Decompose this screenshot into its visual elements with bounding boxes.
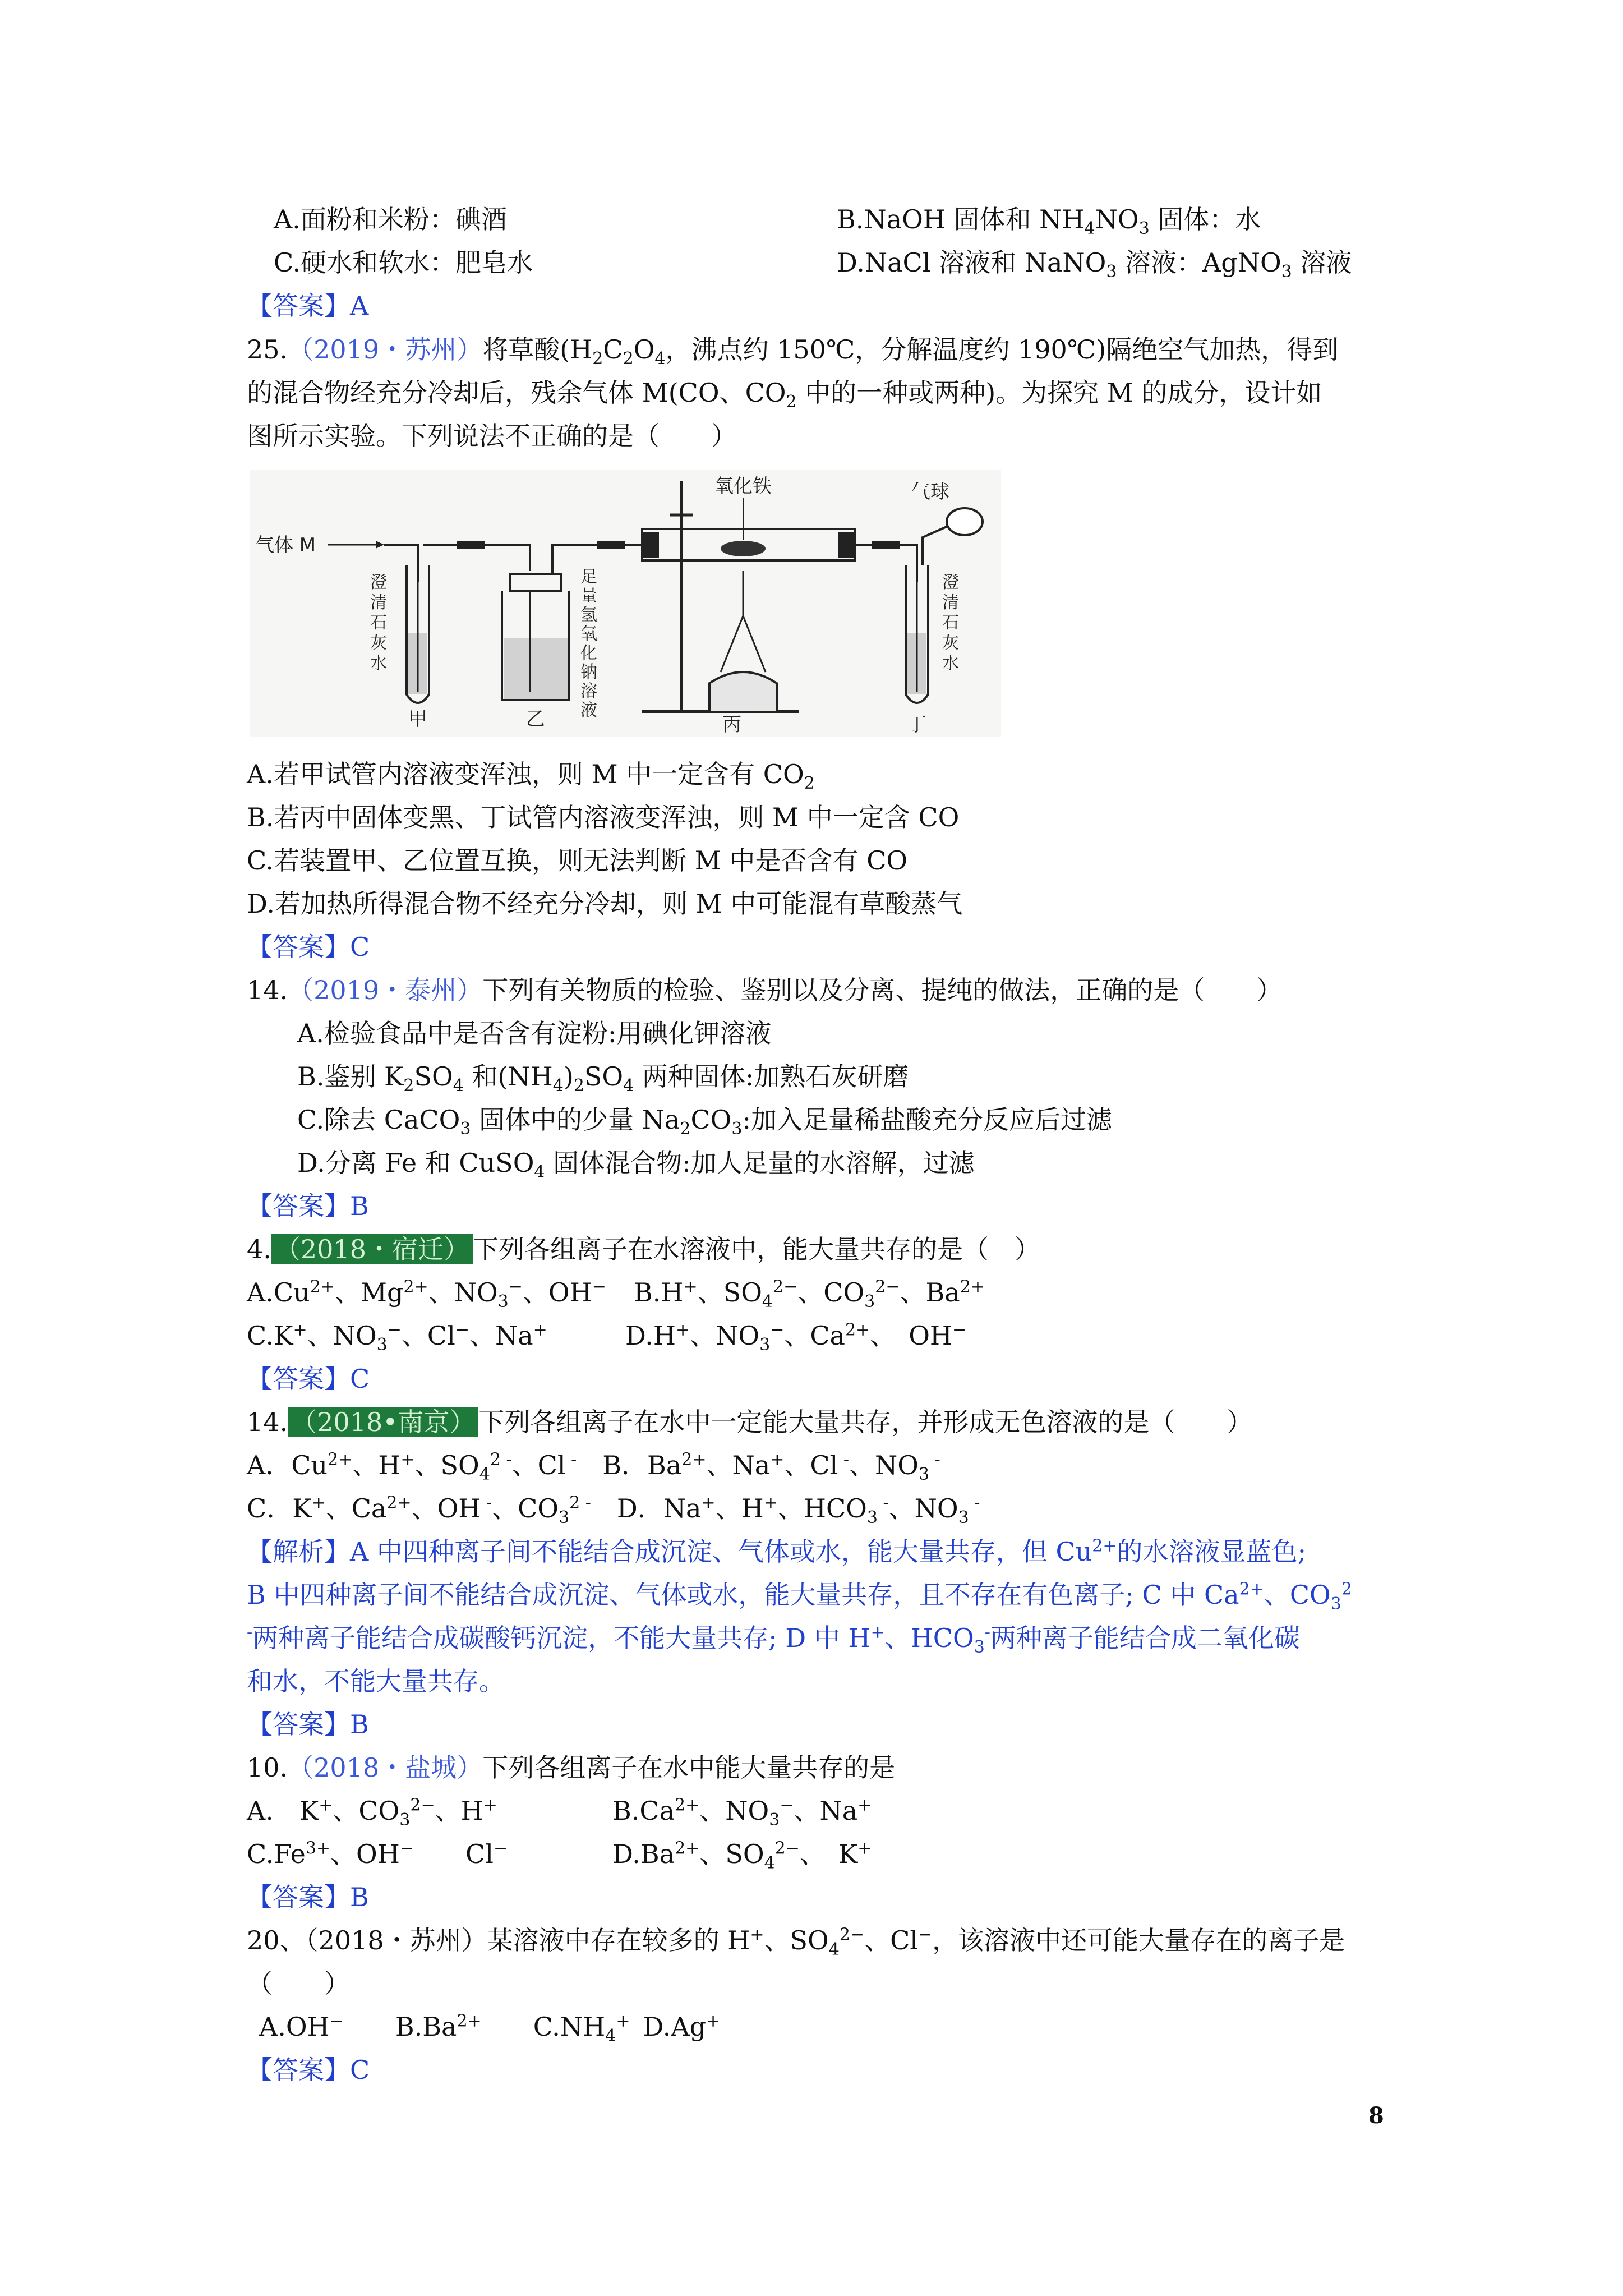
q4-answer: 【答案】C: [247, 1364, 370, 1394]
q4-option-b: B.H+、$SO_4^{2-}$、$CO_3^{2-}$、$Ba^{2+}$: [634, 1277, 985, 1312]
q25-line-1: 25.（2019・苏州）将草酸($H_2C_2O_4$，沸点约 150℃，分解温度约 190℃)隔绝空气加热，得到: [247, 334, 1339, 369]
q25-line-3: 图所示实验。下列说法不正确的是（ ）: [247, 421, 737, 451]
q20-paren: （ ）: [247, 1968, 350, 1999]
q10-answer: 【答案】B: [247, 1882, 369, 1912]
q14b-answer: 【答案】B: [247, 1709, 369, 1740]
q20-answer: 【答案】C: [247, 2055, 370, 2085]
q10-option-b: $B.Ca^{2+}$、$NO_3^-$、Na+: [612, 1795, 872, 1830]
q10-option-a: A. K+、$CO_3^{2-}$、H+: [247, 1795, 497, 1830]
q14a-option-b: B.鉴别 $K_2SO_4$ 和$(NH_4)_2SO_4$ 两种固体:加熟石灰研磨: [297, 1061, 909, 1096]
q20-stem: 20、（2018・苏州）某溶液中存在较多的 H+、$SO_4^{2-}$、Cl−，该溶液中还可能大量存在的离子是: [247, 1925, 1345, 1960]
label-ding: 丁: [907, 714, 926, 736]
label-jia: 甲: [408, 708, 427, 730]
balloon-label: 气球: [911, 481, 949, 503]
q10-option-d: $D.Ba^{2+}$、$SO_4^{2-}$、 K+: [612, 1838, 872, 1874]
q24-option-a: A.面粉和米粉：碘酒: [274, 204, 507, 234]
label-bing: 丙: [722, 714, 741, 736]
q4-stem: 4. （2018・宿迁） 下列各组离子在水溶液中，能大量共存的是（ ）: [247, 1234, 1040, 1264]
naoh-label: 足量氢氧化钠溶液: [580, 567, 597, 720]
experiment-apparatus-figure: [250, 470, 1001, 737]
q10-stem: 10.（2018・盐城）下列各组离子在水中能大量共存的是: [247, 1752, 896, 1783]
q25-option-c: C.若装置甲、乙位置互换，则无法判断 M 中是否含有 CO: [247, 845, 908, 876]
q25-option-d: D.若加热所得混合物不经充分冷却，则 M 中可能混有草酸蒸气: [247, 889, 963, 919]
q25-option-a: A.若甲试管内溶液变浑浊，则 M 中一定含有 $CO_2$: [247, 759, 815, 794]
q4-option-c: C.K+、$NO_3^-$、Cl−、Na+: [247, 1320, 547, 1355]
label-yi: 乙: [526, 708, 545, 730]
q24-option-b: B.NaOH 固体和 $NH_4NO_3$ 固体：水: [837, 204, 1261, 239]
q14a-option-c: C.除去 CaCO$_3$ 固体中的少量 $Na_2CO_3$:加入足量稀盐酸充分反应后过滤: [297, 1105, 1112, 1139]
q14b-analysis-line-1: 【解析】A 中四种离子间不能结合成沉淀、气体或水，能大量共存，但 $Cu^{2+}$的水溶液显蓝色;: [247, 1536, 1307, 1567]
gas-m-label: 气体 M: [255, 534, 316, 556]
q24-option-c: C.硬水和软水：肥皂水: [274, 247, 533, 278]
q14b-analysis-line-3: -两种离子能结合成碳酸钙沉淀，不能大量共存; D 中 H+、$HCO_3^-$两种离子能结合成二氧化碳: [247, 1622, 1300, 1658]
q14a-option-a: A.检验食品中是否含有淀粉:用碘化钾溶液: [297, 1018, 772, 1048]
q20-options: A.OH− $B.Ba^{2+}$ $C.NH_4^+$ D.Ag+: [259, 2011, 721, 2046]
q25-answer: 【答案】C: [247, 932, 370, 962]
q4-option-a: $A.Cu^{2+}$、$Mg^{2+}$、$NO_3^-$、OH−: [247, 1277, 606, 1312]
iron-oxide-label: 氧化铁: [714, 475, 772, 498]
q14b-options-cd: C．K+、$Ca^{2+}$、OH -、$CO_3^{2 -}$ D．Na+、H+、$HCO_3$ -、$NO_3$ -: [247, 1493, 980, 1528]
q14b-stem: 14. （2018•南京） 下列各组离子在水中一定能大量共存，并形成无色溶液的是（ ）: [247, 1407, 1253, 1437]
q14b-analysis-line-2: B 中四种离子间不能结合成沉淀、气体或水，能大量共存，且不存在有色离子; C 中 $Ca^{2+}$、$CO_3^2$: [247, 1579, 1352, 1614]
q25-option-b: B.若丙中固体变黑、丁试管内溶液变浑浊，则 M 中一定含 CO: [247, 802, 960, 832]
q14a-answer: 【答案】B: [247, 1191, 369, 1221]
q25-line-2: 的混合物经充分冷却后，残余气体 M(CO、$CO_2$ 中的一种或两种)。为探究 M 的成分，设计如: [247, 378, 1322, 412]
q10-option-c: $C.Fe^{3+}$、OH− Cl−: [247, 1838, 508, 1869]
page-number: 8: [1368, 2102, 1384, 2129]
q24-option-d: D.NaCl 溶液和 NaNO$_3$ 溶液：AgNO$_3$ 溶液: [837, 247, 1352, 282]
q24-answer: 【答案】A: [247, 291, 369, 321]
q14b-options-ab: A．$Cu^{2+}$、H+、$SO_4^{2 -}$、Cl - B．$Ba^{2+}$、Na+、Cl -、$NO_3$ -: [247, 1450, 940, 1485]
limewater-left-label: 澄清石灰水: [370, 573, 387, 673]
q14a-stem: 14.（2019・泰州）下列有关物质的检验、鉴别以及分离、提纯的做法，正确的是（ ）: [247, 975, 1283, 1005]
q4-option-d: D.H+、$NO_3^-$、$Ca^{2+}$、 OH−: [625, 1320, 967, 1355]
q14b-analysis-line-4: 和水，不能大量共存。: [247, 1666, 505, 1696]
limewater-right-label: 澄清石灰水: [942, 573, 959, 673]
q14a-option-d: D.分离 Fe 和 CuSO$_4$ 固体混合物:加人足量的水溶解，过滤: [297, 1148, 975, 1182]
